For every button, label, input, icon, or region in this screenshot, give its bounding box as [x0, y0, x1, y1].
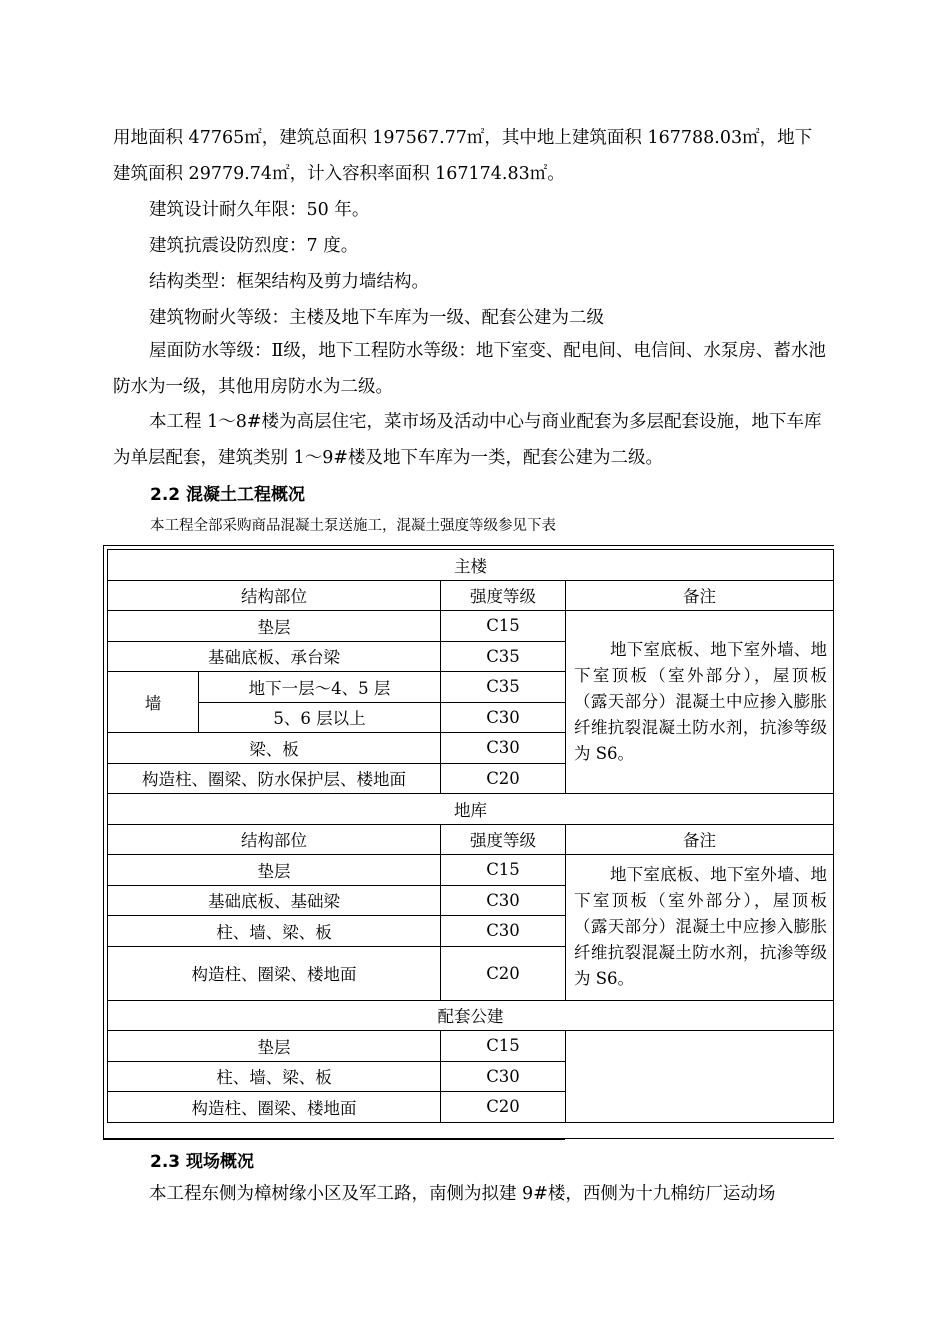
table-cell-part: 基础底板、基础梁: [108, 885, 441, 916]
column-header-note: 备注: [566, 824, 834, 855]
section-heading-2-3: 2.3 现场概况: [150, 1152, 255, 1172]
column-header-note: 备注: [566, 580, 834, 611]
table-cell-part: 柱、墙、梁、板: [108, 916, 441, 947]
paragraph-design-life: 建筑设计耐久年限：50 年。: [149, 200, 370, 220]
table-cell-grade: C15: [441, 1031, 566, 1062]
table-cell-empty: [566, 1031, 834, 1123]
table-row: [108, 1000, 834, 1031]
paragraph-fire-rating: 建筑物耐火等级：主楼及地下车库为一级、配套公建为二级: [149, 308, 604, 328]
column-header-grade: 强度等级: [441, 580, 566, 611]
table-cell-part: 垫层: [108, 855, 441, 886]
table-cell-part: 5、6 层以上: [199, 702, 441, 733]
table-cell-grade: C30: [441, 885, 566, 916]
table-cell-grade: C20: [441, 946, 566, 1000]
table-row: [108, 550, 834, 581]
table-cell-part: 构造柱、圈梁、楼地面: [108, 1092, 441, 1123]
table-cell-grade: C30: [441, 733, 566, 764]
table-cell-grade: C15: [441, 611, 566, 642]
table-cell-group-wall: 墙: [108, 672, 199, 733]
table-cell-grade: C15: [441, 855, 566, 886]
table-cell-part: 构造柱、圈梁、楼地面: [108, 946, 441, 1000]
table-cell-part: 基础底板、承台梁: [108, 641, 441, 672]
table-row: [108, 824, 834, 855]
table-cell-part: 垫层: [108, 611, 441, 642]
concrete-grade-table: [107, 549, 834, 1123]
section-title-basement: 地库: [108, 794, 834, 825]
paragraph-structure-type: 结构类型：框架结构及剪力墙结构。: [149, 272, 429, 292]
column-header-grade: 强度等级: [441, 824, 566, 855]
table-cell-part: 构造柱、圈梁、防水保护层、楼地面: [108, 763, 441, 794]
table-row: [108, 611, 834, 642]
table-cell-part: 地下一层～4、5 层: [199, 672, 441, 703]
paragraph-area-line1: 用地面积 47765㎡，建筑总面积 197567.77㎡，其中地上建筑面积 167788.03㎡，地下: [113, 128, 813, 148]
column-header-part: 结构部位: [108, 580, 441, 611]
section-title-main-building: 主楼: [108, 550, 834, 581]
table-row: [108, 1031, 834, 1062]
table-cell-grade: C20: [441, 1092, 566, 1123]
table-caption: 本工程全部采购商品混凝土泵送施工，混凝土强度等级参见下表: [150, 518, 556, 534]
table-row: [108, 855, 834, 886]
table-cell-grade: C35: [441, 641, 566, 672]
table-cell-note: [566, 855, 834, 1001]
section-title-supporting: 配套公建: [108, 1000, 834, 1031]
table-cell-part: 垫层: [108, 1031, 441, 1062]
table-cell-grade: C20: [441, 763, 566, 794]
table-cell-note: [566, 611, 834, 794]
table-row: [108, 794, 834, 825]
table-cell-grade: C35: [441, 672, 566, 703]
section-heading-2-2: 2.2 混凝土工程概况: [150, 485, 306, 505]
table-bottom-rule: [103, 1139, 565, 1140]
table-cell-grade: C30: [441, 916, 566, 947]
column-header-part: 结构部位: [108, 824, 441, 855]
paragraph-site-overview: 本工程东侧为樟树缘小区及军工路，南侧为拟建 9#楼，西侧为十九棉纺厂运动场: [149, 1184, 776, 1204]
paragraph-building-class: 本工程 1～8#楼为高层住宅，菜市场及活动中心与商业配套为多层配套设施，地下车库为单层配套，建筑类别 1～9#楼及地下车库为一类，配套公建为二级。: [113, 412, 822, 468]
table-row: [108, 580, 834, 611]
note-text: 地下室底板、地下室外墙、地下室顶板（室外部分），屋顶板（露天部分）混凝土中应掺入膨胀纤维抗裂混凝土防水剂，抗渗等级为 S6。: [574, 865, 827, 989]
note-text: 地下室底板、地下室外墙、地下室顶板（室外部分），屋顶板（露天部分）混凝土中应掺入膨胀纤维抗裂混凝土防水剂，抗渗等级为 S6。: [574, 640, 827, 763]
table-cell-grade: C30: [441, 702, 566, 733]
paragraph-seismic: 建筑抗震设防烈度：7 度。: [149, 236, 359, 256]
paragraph-area-line2: 建筑面积 29779.74㎡，计入容积率面积 167174.83㎡。: [113, 164, 565, 184]
table-cell-part: 柱、墙、梁、板: [108, 1061, 441, 1092]
paragraph-waterproof: 屋面防水等级：Ⅱ级，地下工程防水等级：地下室变、配电间、电信间、水泵房、蓄水池防水为一级，其他用房防水为二级。: [113, 341, 826, 397]
table-cell-grade: C30: [441, 1061, 566, 1092]
table-cell-part: 梁、板: [108, 733, 441, 764]
